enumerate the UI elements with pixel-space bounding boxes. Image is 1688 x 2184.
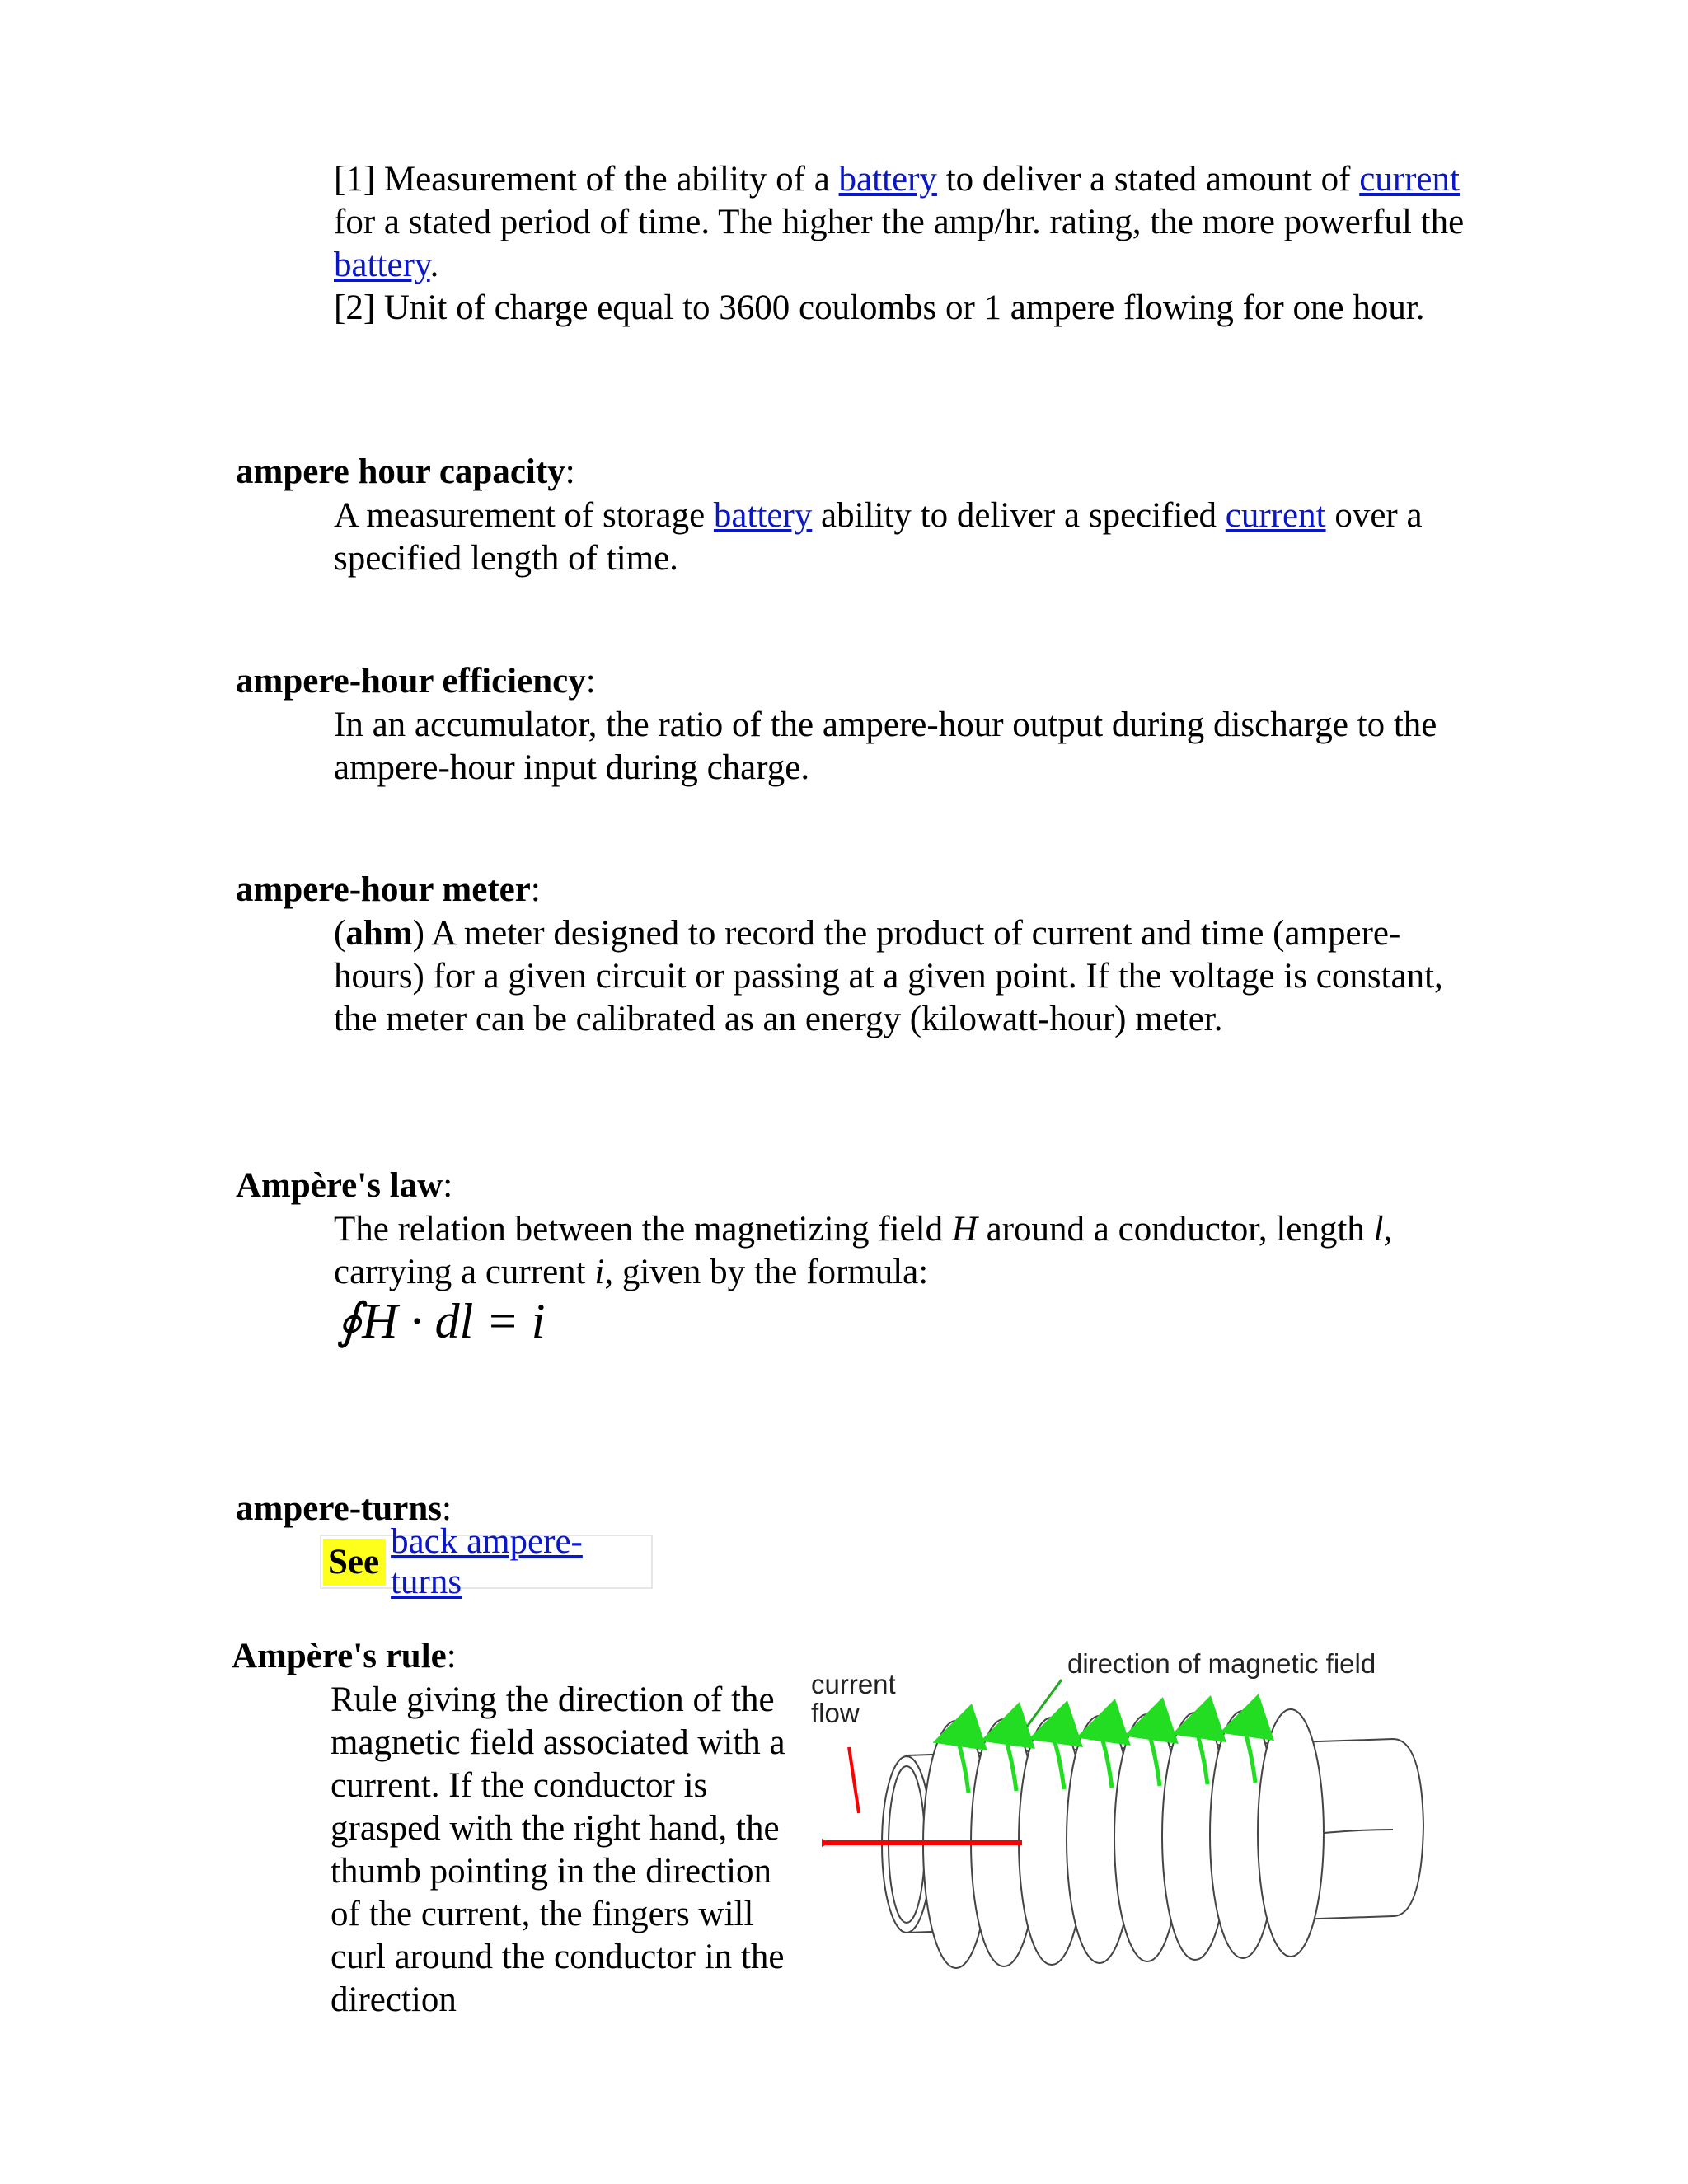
definition-amperes-rule: Rule giving the direction of the magnetic field associated with a current. If the conductor is grasped with the right hand, the thumb pointing in the direction of the current, the fingers will curl around the conductor in the direction xyxy=(331,1680,785,2019)
definition-ampere-hour-efficiency: In an accumulator, the ratio of the ampere-hour output during discharge to the ampere-hour input during charge. xyxy=(334,705,1437,787)
definition-ampere-hour-capacity: A measurement of storage battery ability to deliver a specified current over a specified length of time. xyxy=(334,496,1423,578)
see-label: See xyxy=(323,1539,386,1586)
abbreviation: ahm xyxy=(345,914,413,953)
term-amperes-law: Ampère's law: xyxy=(236,1166,453,1205)
current-link[interactable]: current xyxy=(1359,160,1460,199)
term-amperes-rule: Ampère's rule: xyxy=(232,1637,457,1675)
right-hand-rule-figure xyxy=(799,1640,1426,1986)
back-ampere-turns-link[interactable]: back ampere-turns xyxy=(391,1522,583,1601)
term-ampere-hour-capacity: ampere hour capacity: xyxy=(236,452,575,491)
ampere-hour-definition: [1] Measurement of the ability of a battery to deliver a stated amount of current for a stated period of time. The higher the amp/hr. rating, the more powerful the battery. [2] Unit of charge equal to 3600 coulombs or 1 ampere flowing for one hour. xyxy=(334,160,1465,327)
term-ampere-turns: ampere-turns: xyxy=(236,1489,452,1528)
definition-amperes-law: The relation between the magnetizing field H around a conductor, length l, carrying a current i, given by the formula: xyxy=(334,1210,1393,1291)
battery-link[interactable]: battery xyxy=(713,496,813,535)
current-flow-label-line2: flow xyxy=(811,1698,860,1728)
term-ampere-hour-efficiency: ampere-hour efficiency: xyxy=(236,662,596,701)
term-ampere-hour-meter: ampere-hour meter: xyxy=(236,870,541,909)
current-link[interactable]: current xyxy=(1225,496,1326,535)
amperes-law-formula: ∮H · dl = i xyxy=(336,1294,546,1348)
current-pointer-line xyxy=(849,1747,859,1813)
battery-link[interactable]: battery xyxy=(334,246,430,284)
see-also-box xyxy=(320,1522,653,1601)
current-flow-label-line1: current xyxy=(811,1669,896,1699)
definition-2: [2] Unit of charge equal to 3600 coulombs or 1 ampere flowing for one hour. xyxy=(334,288,1425,327)
magnetic-field-label: direction of magnetic field xyxy=(1067,1648,1376,1679)
definition-ampere-hour-meter: (ahm) A meter designed to record the product of current and time (ampere-hours) for a given circuit or passing at a given point. If the voltage is constant, the meter can be calibrated as an energy (kilowatt-hour) meter. xyxy=(334,914,1443,1038)
battery-link[interactable]: battery xyxy=(838,160,937,199)
